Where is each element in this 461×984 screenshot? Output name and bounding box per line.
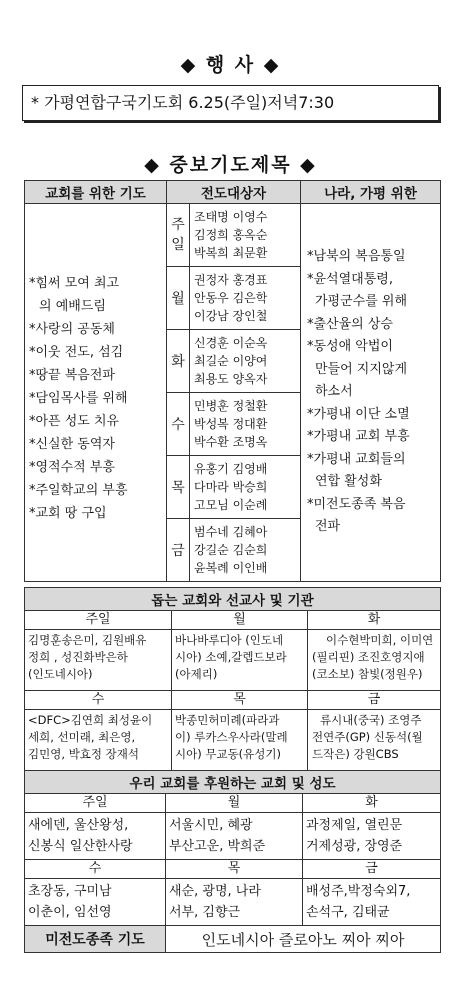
text-line: 배성주,박정숙외7, [306,884,411,899]
day-thursday: 목 [167,456,190,519]
supporters-cell-monday [166,813,303,860]
list-item: *가평내 교회들의 [307,451,406,467]
supporters-cell-sunday [25,813,166,860]
text-line: 시아) 소예,갈렙드보라 [175,650,287,664]
text-line: 서울시민, 혜광 [169,818,253,833]
missions-cell-friday [308,710,441,771]
list-item: *영적수적 부흥 [29,460,115,475]
list-item: *이웃 전도, 섬김 [29,345,124,360]
text-line: (필리핀) 조진호영지애 [312,650,425,664]
text-line: 김민영, 박효정 장재석 [28,747,139,761]
name-line: 유홍기 김영배 [194,462,268,476]
list-item: *땅끝 복음전파 [29,368,115,383]
name-line: 신경훈 이순옥 [194,336,268,350]
supporters-day-wednesday: 수 [25,860,166,879]
supporters-cell-tuesday [303,813,441,860]
missions-day-thursday: 목 [172,691,308,710]
missions-day-tuesday: 화 [308,611,441,630]
list-item: 의 예배드림 [39,299,106,314]
list-item: *교회 땅 구입 [29,506,107,521]
name-line: 다마라 박승희 [194,480,268,494]
missions-title: 돕는 교회와 선교사 및 기관 [25,588,441,611]
supporters-day-thursday: 목 [166,860,303,879]
name-line: 박복희 최문환 [194,246,268,260]
text-line: 류시내(중국) 조영주 [320,713,422,727]
name-line: 강길순 김순희 [194,543,268,557]
text-line: 서부, 김향근 [169,905,241,920]
name-line: 고모님 이순례 [194,498,268,512]
day-friday: 금 [167,519,190,582]
text-line: 이) 루카스우사라(말레 [175,730,288,744]
prayer-table [24,180,441,582]
text-line: 초장동, 구미남 [28,884,112,899]
list-item: *주일학교의 부흥 [29,483,128,498]
missions-cell-sunday [25,630,172,691]
text-line: 시아) 무교동(유성기) [175,747,281,761]
name-line: 안동우 김은학 [194,291,268,305]
name-line: 이강남 장인철 [194,309,268,323]
name-line: 김정희 홍옥순 [194,228,268,242]
prayer-title: ◆ 중보기도제목 ◆ [144,154,317,176]
supporters-day-monday: 월 [166,794,303,813]
supporters-day-sunday: 주일 [25,794,166,813]
missions-day-wednesday: 수 [25,691,172,710]
names-friday [190,519,301,582]
nation-prayer-list [301,204,441,582]
list-item: *힘써 모여 최고 [29,276,120,291]
text-line: 김명훈송은미, 김원배유 [28,633,147,647]
missions-table [24,587,441,771]
text-line: 정희 , 성진화박은하 [28,650,128,664]
text-line: 전연주(GP) 신동석(월 [312,730,423,744]
event-item: * 가평연합구국기도회 6.25(주일)저녁7:30 [22,85,439,121]
church-prayer-list [25,204,167,582]
missions-day-monday: 월 [172,611,308,630]
list-item: *사랑의 공동체 [29,322,115,337]
list-item: 전파 [315,519,341,535]
list-item: *아픈 성도 치유 [29,414,120,429]
day-sunday: 주 일 [167,204,190,267]
text-line: 새에덴, 울산왕성, [28,818,129,833]
unreached-label: 미전도종족 기도 [25,926,166,953]
name-line: 박성복 정대환 [194,417,268,431]
name-line: 박수환 조명옥 [194,435,268,449]
header-nation: 나라, 가평 위한 [301,181,441,204]
names-tuesday [190,330,301,393]
text-line: 거제성광, 장영준 [306,839,403,854]
list-item: *미전도종족 복음 [307,496,406,512]
day-monday: 월 [167,267,190,330]
text-line: 이춘이, 임선영 [28,905,112,920]
supporters-cell-wednesday [25,879,166,926]
names-wednesday [190,393,301,456]
header-evangelism: 전도대상자 [167,181,301,204]
list-item: 연합 활성화 [315,474,382,490]
missions-cell-wednesday [25,710,172,771]
text-line: 부산고운, 박희준 [169,839,266,854]
missions-cell-monday [172,630,308,691]
list-item: *남북의 복음통일 [307,249,406,265]
name-line: 민병훈 정철환 [194,399,268,413]
list-item: *윤석열대통령, [307,271,393,287]
list-item: *가평내 교회 부흥 [307,429,410,445]
name-line: 권정자 홍경표 [194,273,268,287]
name-line: 범수네 김혜아 [194,525,268,539]
name-line: 최길순 이양여 [194,354,268,368]
text-line: 세희, 선미래, 최은영, [28,730,136,744]
supporters-day-friday: 금 [303,860,441,879]
list-item: *가평내 이단 소멸 [307,406,410,422]
text-line: (코소보) 참빛(정원우) [312,667,423,681]
name-line: 윤복례 이인배 [194,561,268,575]
missions-cell-thursday [172,710,308,771]
text-line: 박종민허미례(파라과 [175,713,280,727]
supporters-day-tuesday: 화 [303,794,441,813]
day-tuesday: 화 [167,330,190,393]
list-item: *신실한 동역자 [29,437,115,452]
supporters-table [24,770,441,953]
events-title: ◆ 행 사 ◆ [180,54,281,76]
text-line: 바나바루디아 (인도네 [175,633,284,647]
text-line: 신봉식 일산한사랑 [28,839,133,854]
list-item: 만들어 지지않게 [315,361,408,377]
supporters-title: 우리 교회를 후원하는 교회 및 성도 [25,771,441,794]
missions-day-friday: 금 [308,691,441,710]
header-church: 교회를 위한 기도 [25,181,167,204]
supporters-cell-friday [303,879,441,926]
name-line: 조태명 이영수 [194,210,268,224]
supporters-cell-thursday [166,879,303,926]
list-item: 하소서 [315,384,353,400]
names-thursday [190,456,301,519]
unreached-value: 인도네시아 즐로아노 찌아 찌아 [166,926,441,953]
missions-day-sunday: 주일 [25,611,172,630]
text-line: (인도네시아) [28,667,93,681]
list-item: *담임목사를 위해 [29,391,128,406]
text-line: 손석구, 김태균 [306,905,390,920]
text-line: (아제리) [175,667,218,681]
text-line: 이수현박미희, 이미연 [326,633,434,647]
day-wednesday: 수 [167,393,190,456]
text-line: 새순, 광명, 나라 [169,884,261,899]
text-line: 드작은) 강원CBS [312,747,399,761]
text-line: 과정제일, 열린문 [306,818,403,833]
missions-cell-tuesday [308,630,441,691]
list-item: *출산율의 상승 [307,316,393,332]
text-line: <DFC>김연희 최성윤이 [28,713,153,727]
list-item: 가평군수를 위해 [315,294,408,310]
names-sunday [190,204,301,267]
name-line: 최용도 양옥자 [194,372,268,386]
names-monday [190,267,301,330]
list-item: *동성애 악법이 [307,339,393,355]
